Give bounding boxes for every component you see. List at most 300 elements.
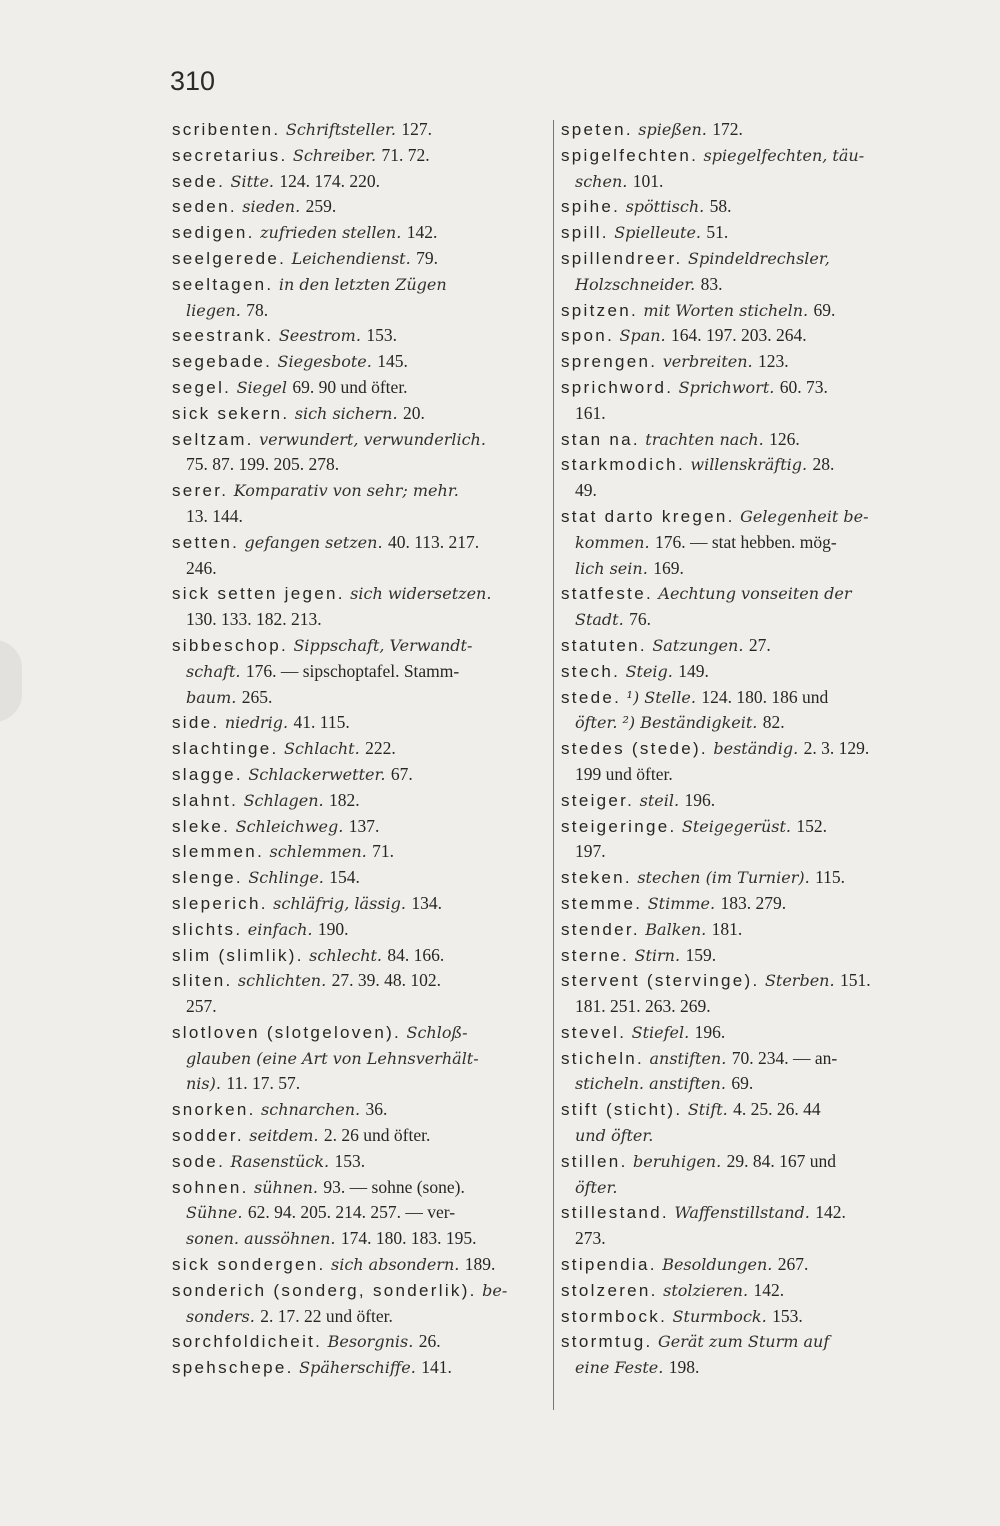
headword: sick sekern. — [172, 403, 290, 423]
headword: spihe. — [561, 197, 621, 217]
page-references: 222. — [365, 738, 396, 759]
headword: speten. — [561, 120, 633, 139]
entry-line — [561, 917, 953, 943]
definition: Schloß- — [406, 1022, 468, 1042]
page-references: 151. — [839, 970, 871, 991]
definition: Spindeldrechsler, — [687, 248, 830, 268]
definition: Seestrom. — [278, 326, 361, 346]
definition: schläfrig, lässig. — [273, 893, 406, 913]
entry-line — [561, 1329, 953, 1355]
headword: stolzeren. — [561, 1280, 658, 1300]
headword: spigelfechten. — [561, 145, 699, 165]
headword: sodder. — [172, 1126, 244, 1146]
definition: baum. — [186, 687, 237, 707]
headword: sonderich (sonderg, sonderlik). — [172, 1280, 477, 1300]
entry-line — [172, 427, 548, 453]
entry-line — [172, 633, 548, 659]
entry-line — [561, 968, 953, 994]
page-references: 174. 180. 183. 195. — [340, 1228, 477, 1249]
definition: Stimme. — [647, 893, 716, 913]
page-references: 196. — [694, 1021, 726, 1042]
headword: stender. — [561, 919, 640, 939]
headword: sprichword. — [561, 377, 674, 397]
entry-line — [172, 1123, 548, 1149]
definition: spießen. — [638, 120, 707, 139]
page-references: 154. — [329, 867, 360, 888]
page-references: 76. — [629, 609, 651, 630]
definition: schlemmen. — [269, 842, 367, 862]
definition: zufrieden stellen. — [260, 223, 402, 243]
definition: eine Feste. — [575, 1358, 664, 1378]
headword: setten. — [172, 532, 240, 552]
headword: slachtinge. — [172, 739, 279, 759]
definition: sühnen. — [254, 1177, 318, 1197]
entry-line — [561, 246, 953, 272]
column-divider — [553, 120, 554, 1410]
page-references: 69. — [813, 299, 836, 320]
page-references: 153. — [772, 1305, 803, 1326]
page-references: 257. — [186, 996, 217, 1017]
entry-line — [561, 1200, 953, 1226]
entry-line — [172, 1175, 548, 1201]
definition: Steigegerüst. — [681, 816, 791, 836]
headword: snorken. — [172, 1100, 256, 1120]
entry-line — [172, 1071, 548, 1097]
entry-line — [561, 504, 953, 530]
definition: seitdem. — [249, 1126, 319, 1146]
entry-line — [561, 1046, 953, 1072]
entry-line — [172, 556, 548, 582]
page-references: 115. — [815, 867, 846, 888]
definition: einfach. — [247, 919, 313, 939]
page-references: 123. — [758, 351, 789, 372]
definition: Schriftsteller. — [285, 120, 397, 139]
entry-line — [561, 1226, 953, 1252]
entry-line — [172, 685, 548, 711]
definition: gefangen setzen. — [244, 532, 383, 552]
definition: Sippschaft, Verwandt- — [293, 635, 473, 655]
entry-line — [172, 401, 548, 427]
headword: sprengen. — [561, 352, 658, 372]
definition: be- — [482, 1280, 508, 1300]
page-references: 134. — [411, 892, 442, 913]
entry-line — [561, 633, 953, 659]
definition: Schlagen. — [243, 790, 324, 810]
entry-line — [561, 1304, 953, 1330]
page-references: 273. — [575, 1228, 606, 1249]
headword: statuten. — [561, 635, 647, 655]
page-references: 267. — [777, 1254, 809, 1275]
definition: trachten nach. — [645, 429, 764, 449]
definition: liegen. — [186, 300, 241, 320]
definition: glauben (eine Art von Lehnsverhält- — [186, 1048, 479, 1068]
page-references: 190. — [317, 918, 349, 939]
entry-line — [172, 1304, 548, 1330]
definition: nis). — [186, 1074, 221, 1094]
headword: steigeringe. — [561, 816, 677, 836]
page-references: 246. — [186, 557, 217, 578]
entry-line — [172, 530, 548, 556]
definition: beruhigen. — [633, 1151, 722, 1171]
entry-line — [561, 1020, 953, 1046]
entry-line — [172, 117, 548, 143]
entry-line — [561, 1123, 953, 1149]
entry-line — [561, 1071, 953, 1097]
entry-line — [172, 323, 548, 349]
definition: verbreiten. — [662, 352, 753, 372]
page-references: 161. — [575, 402, 606, 423]
entry-line — [172, 710, 548, 736]
headword: spehschepe. — [172, 1358, 294, 1378]
page-references: 153. — [334, 1150, 366, 1171]
headword: seelgerede. — [172, 248, 287, 268]
page-references: 145. — [377, 351, 408, 372]
definition: Rasenstück. — [230, 1151, 330, 1171]
headword: segebade. — [172, 352, 273, 372]
entry-line — [172, 865, 548, 891]
entry-line — [172, 1329, 548, 1355]
definition: Aechtung vonseiten der — [658, 584, 852, 604]
definition: Balken. — [645, 919, 707, 939]
headword: stemme. — [561, 893, 643, 913]
headword: stedes (stede). — [561, 739, 708, 759]
page-references: 189. — [464, 1254, 496, 1275]
page-references: 75. 87. 199. 205. 278. — [186, 454, 340, 475]
page-references: 181. 251. 263. 269. — [575, 996, 711, 1017]
entry-line — [172, 762, 548, 788]
page-references: 153. — [366, 325, 397, 346]
page-references: 172. — [712, 119, 743, 139]
entry-line — [561, 452, 953, 478]
entry-line — [172, 994, 548, 1020]
definition: Steig. — [625, 661, 673, 681]
definition: öfter. ²) Beständigkeit. — [575, 713, 758, 733]
page-references: 70. 234. — an- — [731, 1047, 838, 1068]
page-references: 2. 26 und öfter. — [323, 1125, 431, 1146]
definition: öfter. — [575, 1177, 618, 1197]
page-references: 67. — [390, 763, 413, 784]
headword: stillen. — [561, 1151, 628, 1171]
entry-line — [561, 865, 953, 891]
definition: Spielleute. — [614, 223, 701, 243]
definition: Späherschiffe. — [299, 1358, 416, 1378]
headword: sterne. — [561, 945, 630, 965]
headword: seestrank. — [172, 326, 274, 346]
entry-line — [561, 1097, 953, 1123]
headword: sorchfoldicheit. — [172, 1332, 323, 1352]
headword: slotloven (slotgeloven). — [172, 1022, 402, 1042]
headword: segel. — [172, 377, 232, 397]
definition: Siegesbote. — [277, 352, 372, 372]
page-references: 83. — [700, 273, 723, 294]
page-references: 58. — [709, 196, 732, 217]
definition: sich absondern. — [330, 1255, 460, 1275]
page-references: 28. — [812, 454, 835, 475]
definition: stechen (im Turnier). — [637, 868, 810, 888]
entry-line — [172, 814, 548, 840]
page-references: 71. — [372, 841, 395, 862]
definition: willenskräftig. — [690, 455, 808, 475]
page-references: 159. — [685, 944, 717, 965]
entry-line — [172, 736, 548, 762]
headword: stormtug. — [561, 1332, 653, 1352]
page-references: 124. 180. 186 und — [701, 686, 829, 707]
entry-line — [561, 1149, 953, 1175]
page-references: 181. — [711, 918, 743, 939]
page-references: 199 und öfter. — [575, 763, 673, 784]
entry-line — [561, 1252, 953, 1278]
definition: und öfter. — [575, 1126, 654, 1146]
headword: sick sondergen. — [172, 1255, 326, 1275]
entry-line — [172, 1200, 548, 1226]
page-references: 164. 197. 203. 264. — [671, 325, 807, 346]
entry-line — [172, 607, 548, 633]
page-references: 142. — [815, 1202, 846, 1223]
entry-line — [561, 659, 953, 685]
entry-line — [561, 349, 953, 375]
page-references: 11. 17. 57. — [226, 1073, 301, 1094]
definition: sich widersetzen. — [350, 584, 492, 604]
definition: mit Worten sticheln. — [643, 300, 809, 320]
definition: Stift. — [687, 1100, 728, 1120]
page-references: 60. 73. — [779, 376, 828, 397]
entry-line — [561, 943, 953, 969]
definition: Stirn. — [634, 945, 681, 965]
page-references: 141. — [421, 1357, 452, 1378]
definition: schaft. — [186, 661, 241, 681]
page-references: 36. — [365, 1099, 388, 1120]
entry-line — [561, 375, 953, 401]
entry-line — [561, 117, 953, 143]
headword: starkmodich. — [561, 455, 685, 475]
page-references: 71. 72. — [381, 144, 430, 165]
definition: spöttisch. — [625, 197, 705, 217]
entry-line — [172, 452, 548, 478]
entry-line — [172, 943, 548, 969]
page-references: 149. — [678, 660, 709, 681]
entry-line — [561, 891, 953, 917]
entry-line — [172, 298, 548, 324]
page-references: 137. — [348, 815, 380, 836]
page-references: 69. 90 und öfter. — [292, 376, 408, 397]
headword: stipendia. — [561, 1255, 657, 1275]
definition: Siegel — [236, 377, 287, 397]
headword: slichts. — [172, 919, 243, 939]
page-references: 93. — sohne (sone). — [323, 1176, 465, 1197]
entry-line — [561, 530, 953, 556]
page-references: 26. — [418, 1331, 441, 1352]
definition: verwundert, verwunderlich. — [259, 429, 486, 449]
entry-line — [561, 839, 953, 865]
definition: schen. — [575, 171, 628, 191]
definition: Sitte. — [230, 171, 274, 191]
page-references: 101. — [632, 170, 664, 191]
entry-line — [172, 375, 548, 401]
definition: anstiften. — [649, 1048, 727, 1068]
definition: spiegelfechten, täu- — [703, 145, 865, 165]
entry-line — [172, 143, 548, 169]
definition: in den letzten Zügen — [278, 274, 447, 294]
entry-line — [561, 1278, 953, 1304]
page-references: 29. 84. 167 und — [726, 1150, 836, 1171]
definition: Besorgnis. — [327, 1332, 414, 1352]
entry-line — [172, 349, 548, 375]
entry-line — [561, 272, 953, 298]
entry-line — [172, 1355, 548, 1381]
definition: schlecht. — [309, 945, 383, 965]
headword: sedigen. — [172, 223, 255, 243]
page-references: 82. — [762, 712, 785, 733]
page-references: 69. — [731, 1073, 754, 1094]
entry-line — [172, 968, 548, 994]
headword: slemmen. — [172, 842, 265, 862]
entry-line — [172, 246, 548, 272]
definition: Komparativ von sehr; mehr. — [233, 481, 459, 501]
entry-line — [172, 220, 548, 246]
page-references: 27. — [748, 634, 771, 655]
entry-line — [172, 891, 548, 917]
definition: sticheln. anstiften. — [575, 1074, 726, 1094]
headword: stede. — [561, 687, 622, 707]
headword: stervent (stervinge). — [561, 971, 760, 991]
page-number: 310 — [170, 66, 216, 96]
headword: stevel. — [561, 1022, 627, 1042]
definition: steil. — [639, 790, 680, 810]
entry-line — [561, 788, 953, 814]
headword: sick setten jegen. — [172, 584, 345, 604]
headword: stift (sticht). — [561, 1100, 683, 1120]
headword: seeltagen. — [172, 274, 274, 294]
page-references: 79. — [416, 247, 438, 268]
definition: Leichendienst. — [291, 248, 411, 268]
entry-line — [172, 1097, 548, 1123]
entry-line — [561, 1355, 953, 1381]
page-references: 130. 133. 182. 213. — [186, 609, 322, 630]
definition: Gerät zum Sturm auf — [657, 1332, 830, 1352]
headword: sede. — [172, 171, 226, 191]
definition: sieden. — [242, 197, 301, 217]
page-references: 84. 166. — [387, 944, 445, 965]
entry-line — [561, 1175, 953, 1201]
entry-line — [561, 194, 953, 220]
page-references: 13. 144. — [186, 505, 243, 526]
headword: serer. — [172, 481, 229, 501]
entry-line — [561, 478, 953, 504]
headword: slim (slimlik). — [172, 945, 304, 965]
page-references: 176. — sipschoptafel. Stamm- — [245, 660, 460, 681]
headword: sibbeschop. — [172, 635, 289, 655]
headword: slagge. — [172, 764, 243, 784]
definition: sich sichern. — [294, 403, 398, 423]
page-references: 265. — [241, 686, 273, 707]
definition: ¹) Stelle. — [626, 687, 696, 707]
definition: Schlackerwetter. — [248, 764, 386, 784]
headword: slahnt. — [172, 790, 239, 810]
headword: steiger. — [561, 790, 635, 810]
headword: stat darto kregen. — [561, 506, 735, 526]
page-references: 176. — stat hebben. mög- — [654, 531, 837, 552]
page-references: 259. — [305, 196, 337, 217]
page-edge-tab — [0, 640, 22, 722]
page-references: 41. 115. — [293, 712, 350, 733]
definition: Sturmbock. — [672, 1306, 767, 1326]
page-references: 51. — [706, 222, 729, 243]
page-references: 197. — [575, 841, 606, 862]
page-references: 182. — [328, 789, 360, 810]
definition: sonen. aussöhnen. — [186, 1229, 336, 1249]
definition: Sühne. — [186, 1203, 243, 1223]
headword: stan na. — [561, 429, 640, 449]
entry-line — [172, 1278, 548, 1304]
entry-line — [172, 839, 548, 865]
headword: statfeste. — [561, 584, 653, 604]
entry-line — [561, 736, 953, 762]
page-references: 78. — [246, 299, 269, 320]
headword: spillendreer. — [561, 248, 683, 268]
entry-line — [561, 323, 953, 349]
definition: Satzungen. — [652, 635, 744, 655]
page-references: 2. 3. 129. — [803, 738, 870, 759]
entry-line — [561, 581, 953, 607]
entry-line — [172, 1020, 548, 1046]
entry-line — [172, 272, 548, 298]
entry-line — [172, 1046, 548, 1072]
definition: lich sein. — [575, 558, 648, 578]
headword: steken. — [561, 868, 632, 888]
entry-line — [561, 607, 953, 633]
entry-line — [172, 1252, 548, 1278]
page-references: 198. — [668, 1357, 700, 1378]
entry-line — [561, 220, 953, 246]
definition: Stiefel. — [631, 1022, 690, 1042]
headword: secretarius. — [172, 145, 288, 165]
entry-line — [172, 169, 548, 195]
page-references: 169. — [653, 557, 684, 578]
definition: Schreiber. — [292, 145, 377, 165]
entry-line — [561, 143, 953, 169]
entry-line — [561, 427, 953, 453]
definition: Waffenstillstand. — [674, 1203, 810, 1223]
definition: Schlinge. — [248, 868, 324, 888]
headword: sleke. — [172, 816, 231, 836]
entry-line — [172, 1149, 548, 1175]
headword: stormbock. — [561, 1306, 668, 1326]
headword: seden. — [172, 197, 237, 217]
entry-line — [561, 814, 953, 840]
definition: Schlacht. — [283, 739, 360, 759]
page-references: 49. — [575, 480, 597, 501]
entry-line — [172, 581, 548, 607]
page-references: 127. — [401, 119, 433, 139]
definition: Stadt. — [575, 610, 624, 630]
page-references: 124. 174. 220. — [279, 170, 381, 191]
page-references: 126. — [769, 428, 800, 449]
definition: schnarchen. — [261, 1100, 361, 1120]
entry-line — [172, 478, 548, 504]
page-references: 142. — [753, 1279, 785, 1300]
definition: stolzieren. — [663, 1280, 749, 1300]
entry-line — [561, 762, 953, 788]
definition: Gelegenheit be- — [740, 506, 869, 526]
headword: spon. — [561, 326, 615, 346]
entry-line — [172, 194, 548, 220]
page-references: 27. 39. 48. 102. — [331, 970, 441, 991]
entry-line — [561, 994, 953, 1020]
entry-line — [561, 298, 953, 324]
entry-line — [561, 685, 953, 711]
definition: Schleichweg. — [235, 816, 344, 836]
definition: Sterben. — [764, 971, 835, 991]
